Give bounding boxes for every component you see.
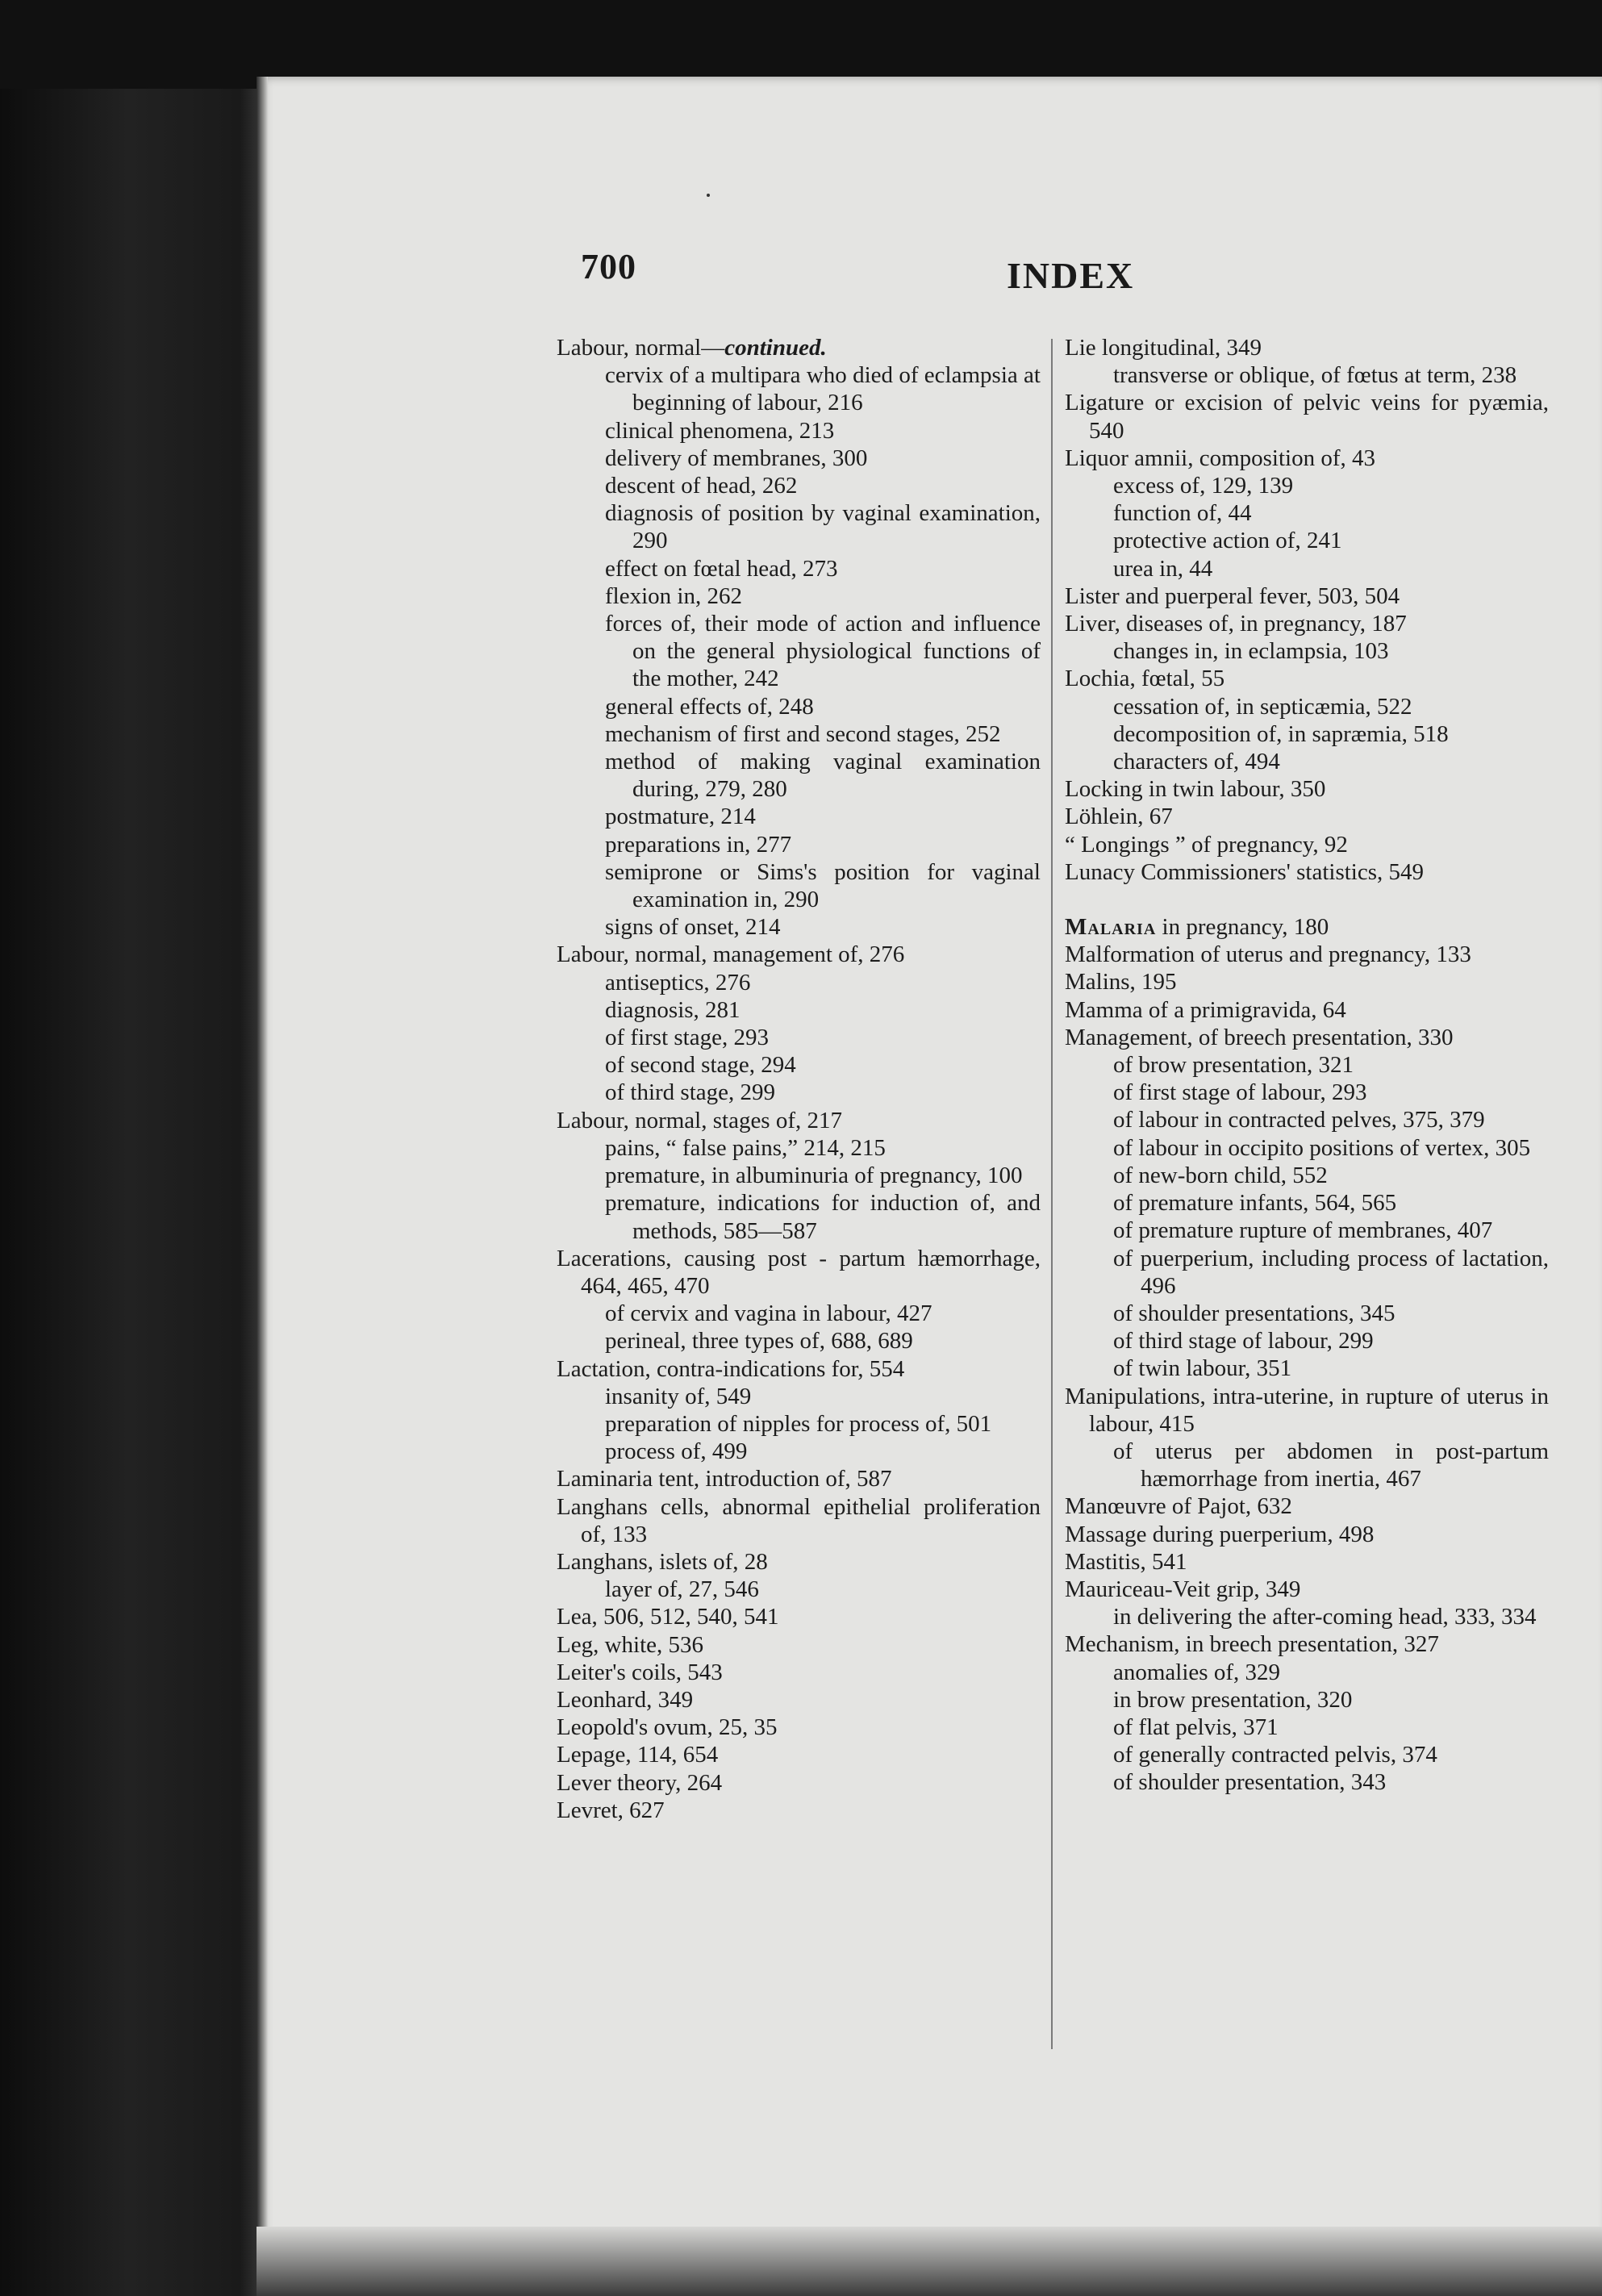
entry-text: characters of, 494 — [1113, 749, 1280, 775]
index-entry — [557, 1245, 1041, 1300]
entry-text: of brow presentation, 321 — [1113, 1052, 1354, 1079]
index-subentry — [1065, 693, 1549, 720]
index-entry — [557, 1493, 1041, 1548]
index-subentry — [1065, 637, 1549, 665]
index-subentry — [1065, 1051, 1549, 1079]
index-subentry — [557, 1438, 1041, 1465]
entry-text: of shoulder presentations, 345 — [1113, 1300, 1395, 1326]
scan-top-border — [0, 0, 1602, 89]
index-subentry — [557, 1051, 1041, 1079]
entry-text: general effects of, 248 — [605, 693, 814, 720]
entry-text: protective action of, 241 — [1113, 528, 1342, 554]
index-subentry — [1065, 1217, 1549, 1244]
entry-text: of flat pelvis, 371 — [1113, 1714, 1279, 1740]
entry-text: Lepage, 114, 654 — [557, 1742, 719, 1768]
entry-text: Manipulations, intra-uterine, in rupture of uterus in labour, 415 — [1065, 1383, 1549, 1437]
entry-text: Malformation of uterus and pregnancy, 133 — [1065, 941, 1471, 968]
entry-text: of second stage, 294 — [605, 1052, 796, 1079]
entry-text: Mastitis, 541 — [1065, 1548, 1187, 1575]
entry-text: Massage during puerperium, 498 — [1065, 1521, 1375, 1547]
index-subentry — [1065, 499, 1549, 527]
entry-text: layer of, 27, 546 — [605, 1576, 759, 1603]
entry-text: Lochia, fœtal, 55 — [1065, 666, 1225, 692]
index-subentry — [557, 555, 1041, 582]
entry-text: function of, 44 — [1113, 500, 1252, 527]
index-subentry — [1065, 720, 1549, 748]
entry-text: premature, in albuminuria of pregnancy, 100 — [605, 1163, 1023, 1189]
entry-text: in brow presentation, 320 — [1113, 1686, 1353, 1713]
entry-text: urea in, 44 — [1113, 555, 1213, 582]
entry-text: forces of, their mode of action and influence on the general physiological functions of the mother, 242 — [605, 611, 1041, 692]
entry-text: of third stage, 299 — [605, 1079, 776, 1106]
entry-text: Lister and puerperal fever, 503, 504 — [1065, 582, 1400, 609]
entry-text: Liquor amnii, composition of, 43 — [1065, 445, 1376, 471]
index-entry — [1065, 1548, 1549, 1576]
index-subentry — [557, 1410, 1041, 1438]
index-subentry — [1065, 1327, 1549, 1355]
index-entry — [557, 1355, 1041, 1383]
index-subentry — [1065, 1189, 1549, 1217]
entry-text: of new-born child, 552 — [1113, 1162, 1328, 1188]
entry-text: Labour, normal, management of, 276 — [557, 941, 905, 968]
entry-text: preparations in, 277 — [605, 831, 792, 858]
index-subentry — [1065, 1438, 1549, 1492]
entry-text: Labour, normal, stages of, 217 — [557, 1107, 843, 1133]
index-subentry — [1065, 1603, 1549, 1630]
index-subentry — [1065, 1079, 1549, 1106]
index-entry — [557, 1465, 1041, 1492]
entry-text: “ Longings ” of pregnancy, 92 — [1065, 831, 1348, 858]
index-subentry — [1065, 1300, 1549, 1327]
entry-text: Leiter's coils, 543 — [557, 1659, 723, 1685]
entry-text: method of making vaginal examination during, 279, 280 — [605, 749, 1041, 803]
index-column-right — [1065, 334, 1549, 1797]
index-subentry — [1065, 527, 1549, 554]
index-subentry — [557, 913, 1041, 941]
index-subentry — [557, 748, 1041, 803]
index-subentry — [557, 1079, 1041, 1106]
entry-text: Management, of breech presentation, 330 — [1065, 1024, 1454, 1050]
index-subentry — [557, 1189, 1041, 1244]
index-entry — [1065, 445, 1549, 472]
index-subentry — [557, 858, 1041, 913]
entry-continued-label: continued. — [724, 335, 827, 361]
entry-text: Malins, 195 — [1065, 969, 1177, 996]
entry-heading-word: Malaria — [1065, 914, 1157, 941]
entry-text: Lactation, contra-indications for, 554 — [557, 1355, 905, 1382]
entry-text: premature, indications for induction of, and methods, 585—587 — [605, 1190, 1041, 1244]
page-binding-edge — [257, 77, 268, 2255]
speck-mark — [707, 194, 710, 197]
entry-text: Laminaria tent, introduction of, 587 — [557, 1466, 892, 1492]
index-entry — [1065, 858, 1549, 886]
index-subentry — [1065, 1659, 1549, 1686]
entry-text: of uterus per abdomen in post-partum hæmorrhage from inertia, 467 — [1113, 1438, 1549, 1492]
index-entry — [557, 1659, 1041, 1686]
entry-text: preparation of nipples for process of, 501 — [605, 1410, 992, 1437]
entry-text: of puerperium, including process of lactation, 496 — [1113, 1245, 1549, 1299]
index-subentry — [1065, 1714, 1549, 1741]
entry-text: Mamma of a primigravida, 64 — [1065, 996, 1346, 1023]
index-entry — [557, 941, 1041, 968]
index-entry — [1065, 913, 1549, 941]
entry-text: clinical phenomena, 213 — [605, 417, 835, 444]
entry-text: Leopold's ovum, 25, 35 — [557, 1714, 778, 1741]
index-subentry — [557, 969, 1041, 996]
entry-text: of premature rupture of membranes, 407 — [1113, 1217, 1493, 1244]
entry-text: of labour in contracted pelves, 375, 379 — [1113, 1107, 1485, 1133]
index-subentry — [557, 831, 1041, 858]
index-subentry — [1065, 1355, 1549, 1382]
entry-text: of first stage of labour, 293 — [1113, 1079, 1367, 1106]
entry-text: of premature infants, 564, 565 — [1113, 1190, 1397, 1217]
index-entry — [1065, 582, 1549, 610]
entry-text: insanity of, 549 — [605, 1383, 752, 1409]
index-subentry — [557, 361, 1041, 416]
index-entry — [1065, 1630, 1549, 1658]
entry-text: of labour in occipito positions of vertex, 305 — [1113, 1134, 1531, 1161]
entry-text: signs of onset, 214 — [605, 914, 781, 941]
entry-text: process of, 499 — [605, 1438, 748, 1465]
index-subentry — [1065, 1768, 1549, 1796]
index-entry — [1065, 1024, 1549, 1051]
entry-text: Levret, 627 — [557, 1797, 665, 1823]
index-entry — [557, 1686, 1041, 1714]
entry-text: Liver, diseases of, in pregnancy, 187 — [1065, 611, 1407, 637]
index-entry — [1065, 1492, 1549, 1520]
index-entry — [1065, 389, 1549, 444]
index-subentry — [557, 1162, 1041, 1189]
entry-text: in delivering the after-coming head, 333, 334 — [1113, 1604, 1537, 1630]
index-entry — [1065, 334, 1549, 361]
index-subentry — [1065, 1686, 1549, 1714]
index-entry — [557, 1797, 1041, 1824]
index-entry — [1065, 968, 1549, 996]
entry-text: excess of, 129, 139 — [1113, 473, 1294, 499]
entry-text: changes in, in eclampsia, 103 — [1113, 638, 1389, 665]
index-entry — [1065, 665, 1549, 692]
entry-text: effect on fœtal head, 273 — [605, 555, 838, 582]
index-entry — [557, 1548, 1041, 1576]
index-subentry — [1065, 1245, 1549, 1300]
entry-text: Löhlein, 67 — [1065, 804, 1173, 830]
entry-text: in pregnancy, 180 — [1156, 914, 1329, 941]
index-entry — [1065, 1576, 1549, 1603]
entry-text: Mauriceau-Veit grip, 349 — [1065, 1576, 1301, 1602]
entry-text: of twin labour, 351 — [1113, 1355, 1292, 1382]
index-entry — [557, 334, 1041, 361]
index-subentry — [557, 1327, 1041, 1355]
index-subentry — [1065, 1162, 1549, 1189]
index-subentry — [557, 1300, 1041, 1327]
index-entry — [1065, 610, 1549, 637]
entry-text: Lie longitudinal, 349 — [1065, 335, 1262, 361]
entry-text: of third stage of labour, 299 — [1113, 1328, 1374, 1355]
index-entry — [557, 1769, 1041, 1797]
entry-text: semiprone or Sims's position for vaginal examination in, 290 — [605, 858, 1041, 913]
index-subentry — [1065, 748, 1549, 775]
entry-text: Lacerations, causing post - partum hæmorrhage, 464, 465, 470 — [557, 1245, 1041, 1299]
index-subentry — [557, 417, 1041, 445]
entry-text: of first stage, 293 — [605, 1025, 769, 1051]
entry-text: pains, “ false pains,” 214, 215 — [605, 1134, 886, 1161]
index-entry — [557, 1741, 1041, 1768]
index-entry — [1065, 996, 1549, 1024]
page-number: 700 — [581, 247, 636, 286]
index-subentry — [557, 472, 1041, 499]
page-bottom-shadow — [257, 2227, 1602, 2296]
index-subentry — [557, 1024, 1041, 1051]
index-subentry — [557, 803, 1041, 830]
index-entry — [557, 1631, 1041, 1659]
entry-text: cessation of, in septicæmia, 522 — [1113, 693, 1412, 720]
index-subentry — [557, 445, 1041, 472]
index-subentry — [1065, 555, 1549, 582]
index-subentry — [1065, 1741, 1549, 1768]
entry-text: descent of head, 262 — [605, 473, 798, 499]
entry-text: mechanism of first and second stages, 252 — [605, 720, 1001, 747]
index-subentry — [557, 720, 1041, 748]
index-entry — [1065, 1383, 1549, 1438]
index-entry — [1065, 1521, 1549, 1548]
entry-text: Lea, 506, 512, 540, 541 — [557, 1604, 779, 1630]
index-entry — [1065, 941, 1549, 968]
index-subentry — [557, 996, 1041, 1024]
entry-text: delivery of membranes, 300 — [605, 445, 868, 471]
index-entry — [1065, 831, 1549, 858]
index-column-left — [557, 334, 1041, 1824]
entry-text: Langhans cells, abnormal epithelial proliferation of, 133 — [557, 1493, 1041, 1547]
entry-text: Lunacy Commissioners' statistics, 549 — [1065, 858, 1425, 885]
entry-text: transverse or oblique, of fœtus at term, 238 — [1113, 362, 1517, 389]
entry-text: Labour, normal— — [557, 335, 725, 361]
index-entry — [557, 1603, 1041, 1630]
index-subentry — [557, 1383, 1041, 1410]
entry-text: perineal, three types of, 688, 689 — [605, 1328, 913, 1355]
entry-text: Manœuvre of Pajot, 632 — [1065, 1493, 1292, 1520]
index-subentry — [557, 582, 1041, 610]
index-subentry — [557, 610, 1041, 693]
index-subentry — [557, 1134, 1041, 1162]
entry-text: Leg, white, 536 — [557, 1631, 704, 1658]
entry-text: Mechanism, in breech presentation, 327 — [1065, 1631, 1439, 1658]
index-entry — [1065, 775, 1549, 803]
entry-text: decomposition of, in sapræmia, 518 — [1113, 720, 1449, 747]
entry-text: postmature, 214 — [605, 804, 756, 830]
entry-text: Ligature or excision of pelvic veins for pyæmia, 540 — [1065, 390, 1549, 444]
entry-text: of shoulder presentation, 343 — [1113, 1769, 1387, 1796]
entry-text: Lever theory, 264 — [557, 1769, 723, 1796]
entry-text: cervix of a multipara who died of eclampsia at beginning of labour, 216 — [605, 362, 1041, 416]
index-entry — [557, 1107, 1041, 1134]
entry-text: Locking in twin labour, 350 — [1065, 776, 1326, 803]
column-divider — [1051, 339, 1053, 2049]
entry-text: Langhans, islets of, 28 — [557, 1548, 768, 1575]
entry-text: of generally contracted pelvis, 374 — [1113, 1742, 1437, 1768]
index-subentry — [1065, 1106, 1549, 1133]
index-entry — [1065, 803, 1549, 830]
index-subentry — [1065, 1134, 1549, 1162]
index-subentry — [557, 693, 1041, 720]
entry-text: diagnosis, 281 — [605, 996, 741, 1023]
entry-text: flexion in, 262 — [605, 582, 742, 609]
entry-text: of cervix and vagina in labour, 427 — [605, 1300, 932, 1327]
index-subentry — [557, 1576, 1041, 1603]
entry-text: diagnosis of position by vaginal examination, 290 — [605, 500, 1041, 554]
index-subentry — [1065, 361, 1549, 389]
entry-text: anomalies of, 329 — [1113, 1659, 1280, 1685]
entry-text: antiseptics, 276 — [605, 969, 751, 996]
entry-text: Leonhard, 349 — [557, 1686, 694, 1713]
running-head: INDEX — [1007, 255, 1135, 296]
index-entry — [557, 1714, 1041, 1741]
index-subentry — [557, 499, 1041, 554]
index-subentry — [1065, 472, 1549, 499]
